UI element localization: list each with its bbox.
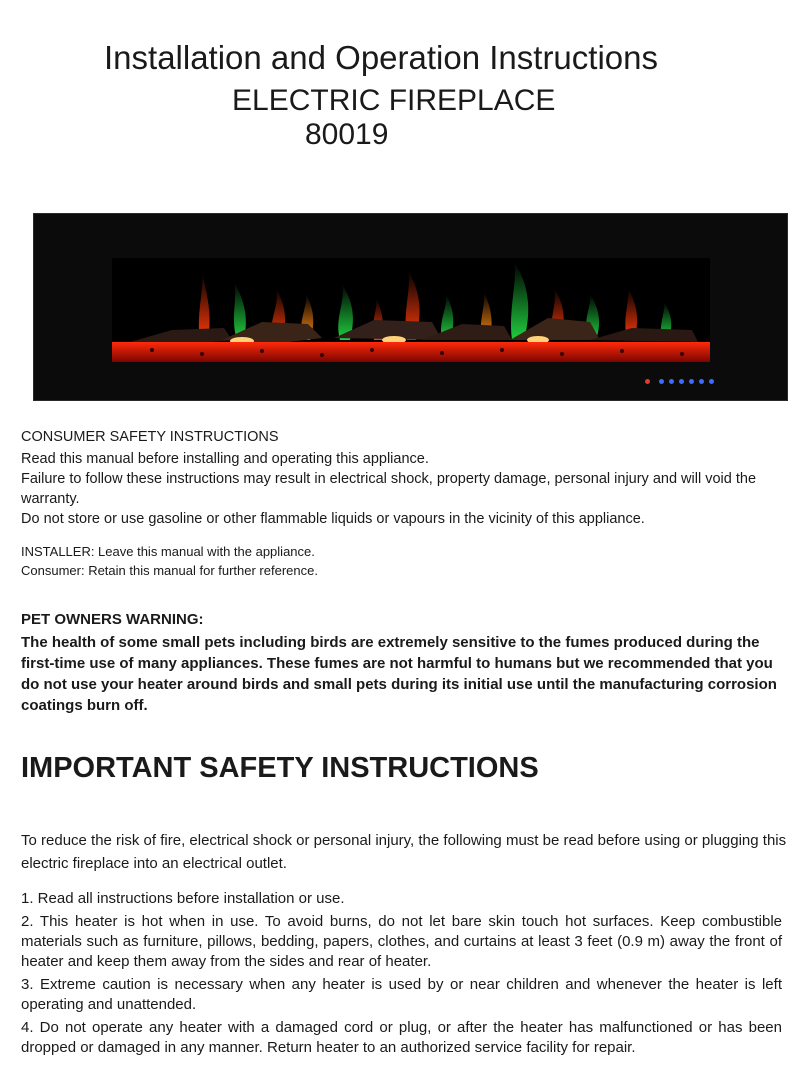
control-button-icon	[659, 379, 664, 384]
control-button-icon	[699, 379, 704, 384]
list-item: 1. Read all instructions before installation or use.	[21, 890, 345, 907]
consumer-safety-line: Read this manual before installing and operating this appliance.	[21, 451, 429, 467]
list-item: 2. This heater is hot when in use. To avoid burns, do not let bare skin touch hot surfaces. Keep combustible materials such as furniture, pillows, bedding, papers, clothes, and curtains at least 3 feet (0.9 m) away the front of heater and keep them away from the sides and rear of heater.	[21, 913, 782, 970]
consumer-safety-line: Do not store or use gasoline or other flammable liquids or vapours in the vicinity of this appliance.	[21, 511, 645, 527]
power-indicator-icon	[645, 379, 650, 384]
fireplace-illustration-icon	[112, 258, 710, 362]
fireplace-flame-window	[112, 258, 710, 362]
consumer-note: Consumer: Retain this manual for further reference.	[21, 563, 318, 578]
pet-warning-text: The health of some small pets including birds are extremely sensitive to the fumes produced during the first-time use of many appliances. These fumes are not harmful to humans but we recommended that you do not use your heater around birds and small pets during its initial use until the manufacturing corrosion coatings burn off.	[21, 634, 777, 714]
important-safety-intro: To reduce the risk of fire, electrical shock or personal injury, the following must be read before using or plugging this electric fireplace into an electrical outlet.	[21, 832, 787, 872]
control-button-icon	[669, 379, 674, 384]
list-item: 3. Extreme caution is necessary when any heater is used by or near children and whenever the heater is left operating and unattended.	[21, 976, 782, 1013]
fireplace-control-panel	[645, 379, 715, 385]
consumer-safety-text	[21, 449, 786, 529]
consumer-safety-heading: CONSUMER SAFETY INSTRUCTIONS	[21, 429, 279, 445]
control-button-icon	[709, 379, 714, 384]
consumer-safety-line: Failure to follow these instructions may result in electrical shock, property damage, personal injury and will void the warranty.	[21, 471, 757, 507]
installer-note: INSTALLER: Leave this manual with the appliance.	[21, 544, 315, 559]
manual-retention-note	[21, 542, 786, 580]
control-button-icon	[679, 379, 684, 384]
control-button-icon	[689, 379, 694, 384]
list-item: 4. Do not operate any heater with a damaged cord or plug, or after the heater has malfunctioned or has been dropped or damaged in any manner. Return heater to an authorized service facility for repair.	[21, 1019, 782, 1056]
pet-warning-heading: PET OWNERS WARNING:	[21, 611, 204, 628]
important-safety-heading: IMPORTANT SAFETY INSTRUCTIONS	[21, 752, 539, 784]
document-title: Installation and Operation Instructions	[104, 39, 658, 76]
fireplace-image	[33, 213, 788, 401]
product-name: ELECTRIC FIREPLACE	[232, 84, 556, 117]
safety-instruction-list	[21, 889, 782, 1061]
model-number: 80019	[305, 118, 389, 151]
